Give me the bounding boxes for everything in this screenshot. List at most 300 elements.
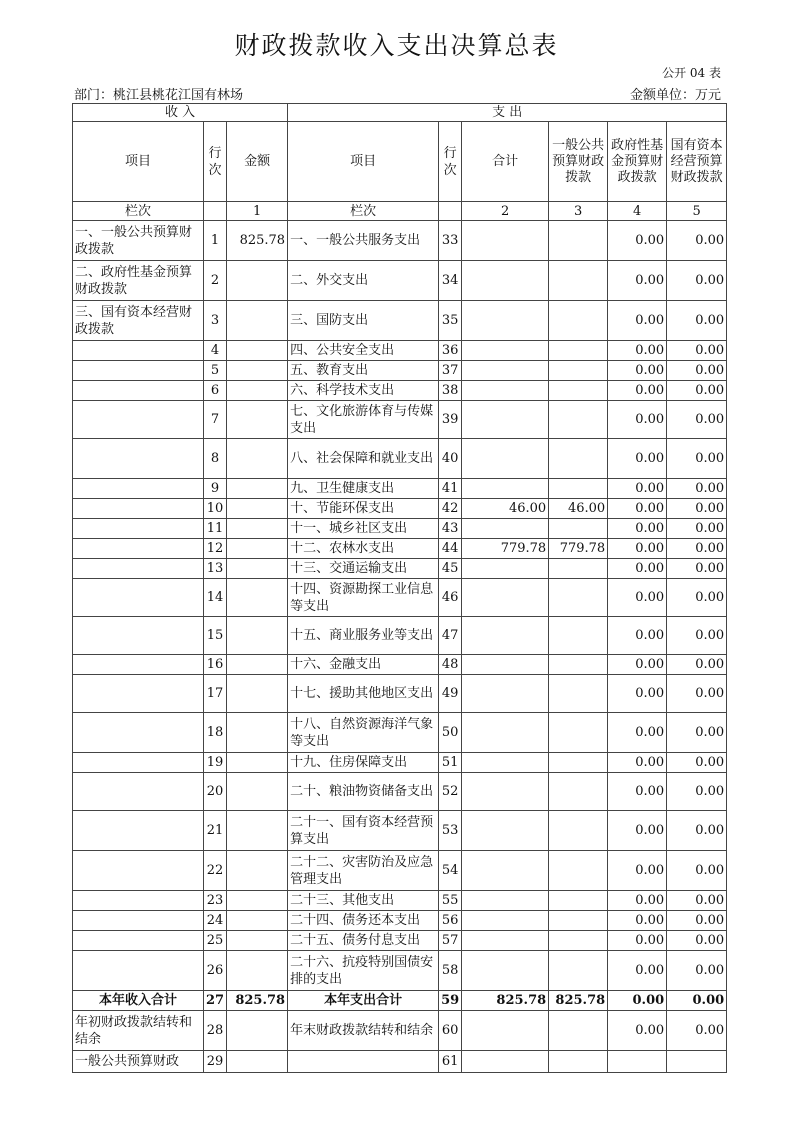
fund-budget-header: 政府性基金预算财政拨款 [608, 122, 667, 202]
expense-row-no: 35 [439, 301, 462, 341]
income-row-no: 14 [204, 579, 227, 617]
expense-row-no: 57 [439, 931, 462, 951]
income-item: 本年收入合计 [73, 991, 204, 1011]
expense-item: 一、一般公共服务支出 [288, 221, 439, 261]
col-number: 3 [549, 202, 608, 221]
state-amount: 0.00 [667, 341, 727, 361]
income-row-no: 16 [204, 655, 227, 675]
total-amount [462, 301, 549, 341]
general-amount [549, 301, 608, 341]
fund-amount: 0.00 [608, 891, 667, 911]
col-label: 栏次 [288, 202, 439, 221]
income-row-no: 5 [204, 361, 227, 381]
income-amount [227, 773, 288, 811]
state-amount: 0.00 [667, 539, 727, 559]
income-item [73, 655, 204, 675]
fund-amount: 0.00 [608, 519, 667, 539]
total-amount [462, 1051, 549, 1073]
budget-table [72, 103, 727, 1073]
income-item [73, 401, 204, 439]
expense-row-no: 60 [439, 1011, 462, 1051]
income-row-no: 9 [204, 479, 227, 499]
income-item [73, 773, 204, 811]
expense-item: 十四、资源勘探工业信息等支出 [288, 579, 439, 617]
fund-amount: 0.00 [608, 655, 667, 675]
fund-amount: 0.00 [608, 753, 667, 773]
general-amount: 825.78 [549, 991, 608, 1011]
income-item [73, 713, 204, 753]
total-row [73, 991, 727, 1011]
general-amount [549, 655, 608, 675]
fund-amount: 0.00 [608, 401, 667, 439]
expense-row-no: 33 [439, 221, 462, 261]
page-title: 财政拨款收入支出决算总表 [234, 31, 559, 60]
fund-amount: 0.00 [608, 675, 667, 713]
expense-row-no: 41 [439, 479, 462, 499]
income-amount [227, 381, 288, 401]
income-item [73, 539, 204, 559]
income-amount [227, 519, 288, 539]
expense-item: 三、国防支出 [288, 301, 439, 341]
expense-row-no: 58 [439, 951, 462, 991]
income-row-no: 29 [204, 1051, 227, 1073]
table-row [73, 811, 727, 851]
expense-row-no: 47 [439, 617, 462, 655]
state-amount: 0.00 [667, 261, 727, 301]
fund-amount: 0.00 [608, 479, 667, 499]
table-row [73, 675, 727, 713]
expense-item: 五、教育支出 [288, 361, 439, 381]
income-amount [227, 617, 288, 655]
general-amount [549, 381, 608, 401]
state-amount: 0.00 [667, 851, 727, 891]
income-row-no: 8 [204, 439, 227, 479]
income-amount [227, 301, 288, 341]
state-amount: 0.00 [667, 301, 727, 341]
expense-row-no: 37 [439, 361, 462, 381]
total-amount [462, 579, 549, 617]
income-amount [227, 401, 288, 439]
table-row [73, 261, 727, 301]
income-row-no: 13 [204, 559, 227, 579]
expense-row-no: 34 [439, 261, 462, 301]
income-row-no: 24 [204, 911, 227, 931]
income-amount [227, 675, 288, 713]
general-amount [549, 617, 608, 655]
table-row [73, 579, 727, 617]
fund-amount: 0.00 [608, 1011, 667, 1051]
expense-item: 二十六、抗疫特别国债安排的支出 [288, 951, 439, 991]
fund-amount: 0.00 [608, 911, 667, 931]
expense-item: 十九、住房保障支出 [288, 753, 439, 773]
expense-item: 二十一、国有资本经营预算支出 [288, 811, 439, 851]
expense-item: 二十四、债务还本支出 [288, 911, 439, 931]
income-item [73, 381, 204, 401]
expense-row-no: 48 [439, 655, 462, 675]
income-item [73, 811, 204, 851]
income-item [73, 891, 204, 911]
income-row-no: 20 [204, 773, 227, 811]
general-amount [549, 1051, 608, 1073]
expense-row-no: 36 [439, 341, 462, 361]
general-amount: 46.00 [549, 499, 608, 519]
general-amount [549, 439, 608, 479]
income-item [73, 341, 204, 361]
income-item [73, 519, 204, 539]
fund-amount: 0.00 [608, 559, 667, 579]
table-row [73, 851, 727, 891]
income-item [73, 951, 204, 991]
expense-row-no: 52 [439, 773, 462, 811]
form-code: 公开 04 表 [662, 66, 721, 80]
income-row-no: 11 [204, 519, 227, 539]
expense-row-no: 56 [439, 911, 462, 931]
table-row [73, 381, 727, 401]
fund-amount: 0.00 [608, 991, 667, 1011]
general-amount [549, 361, 608, 381]
income-amount [227, 951, 288, 991]
expense-row-no: 59 [439, 991, 462, 1011]
income-row-no: 1 [204, 221, 227, 261]
table-row [73, 499, 727, 519]
table-row [73, 931, 727, 951]
col-number: 4 [608, 202, 667, 221]
fund-amount: 0.00 [608, 439, 667, 479]
col-label: 栏次 [73, 202, 204, 221]
fund-amount: 0.00 [608, 301, 667, 341]
fund-amount: 0.00 [608, 261, 667, 301]
general-amount [549, 753, 608, 773]
fund-amount: 0.00 [608, 851, 667, 891]
expense-item: 十五、商业服务业等支出 [288, 617, 439, 655]
expense-item: 十、节能环保支出 [288, 499, 439, 519]
state-amount: 0.00 [667, 655, 727, 675]
income-item: 二、政府性基金预算财政拨款 [73, 261, 204, 301]
empty-cell [439, 202, 462, 221]
expense-item: 四、公共安全支出 [288, 341, 439, 361]
total-amount [462, 713, 549, 753]
income-amount: 825.78 [227, 221, 288, 261]
income-item [73, 579, 204, 617]
fund-amount: 0.00 [608, 341, 667, 361]
income-item [73, 439, 204, 479]
income-item [73, 931, 204, 951]
general-amount [549, 261, 608, 301]
fund-amount: 0.00 [608, 713, 667, 753]
expense-row-no: 38 [439, 381, 462, 401]
table-row [73, 617, 727, 655]
income-row-no: 26 [204, 951, 227, 991]
income-item [73, 851, 204, 891]
total-header: 合计 [462, 122, 549, 202]
income-item [73, 617, 204, 655]
general-amount [549, 479, 608, 499]
income-amount [227, 753, 288, 773]
expense-item: 九、卫生健康支出 [288, 479, 439, 499]
expense-item-header: 项目 [288, 122, 439, 202]
expense-item: 年末财政拨款结转和结余 [288, 1011, 439, 1051]
table-row [73, 713, 727, 753]
col-number: 1 [227, 202, 288, 221]
income-amount [227, 891, 288, 911]
state-amount: 0.00 [667, 931, 727, 951]
expense-row-no: 39 [439, 401, 462, 439]
expense-row-no: 45 [439, 559, 462, 579]
expense-item: 二十五、债务付息支出 [288, 931, 439, 951]
income-amount [227, 1051, 288, 1073]
state-amount [667, 1051, 727, 1073]
fund-amount: 0.00 [608, 773, 667, 811]
income-row-no: 28 [204, 1011, 227, 1051]
expense-item: 十三、交通运输支出 [288, 559, 439, 579]
income-amount: 825.78 [227, 991, 288, 1011]
state-amount: 0.00 [667, 439, 727, 479]
empty-cell [204, 202, 227, 221]
expense-item: 本年支出合计 [288, 991, 439, 1011]
expense-item: 十一、城乡社区支出 [288, 519, 439, 539]
expense-row-no: 43 [439, 519, 462, 539]
income-row-no: 18 [204, 713, 227, 753]
total-amount [462, 655, 549, 675]
income-row-no: 7 [204, 401, 227, 439]
state-amount: 0.00 [667, 579, 727, 617]
state-amount: 0.00 [667, 991, 727, 1011]
state-capital-header: 国有资本经营预算财政拨款 [667, 122, 727, 202]
expense-row-no: 53 [439, 811, 462, 851]
income-item [73, 559, 204, 579]
general-amount [549, 1011, 608, 1051]
expense-item: 十二、农林水支出 [288, 539, 439, 559]
total-amount [462, 931, 549, 951]
state-amount: 0.00 [667, 773, 727, 811]
income-amount [227, 579, 288, 617]
expense-row-no: 46 [439, 579, 462, 617]
expense-row-no-header: 行次 [439, 122, 462, 202]
income-row-no: 3 [204, 301, 227, 341]
table-row [73, 911, 727, 931]
income-amount [227, 361, 288, 381]
department-label: 部门：桃江县桃花江国有林场 [74, 88, 244, 103]
table-row [73, 891, 727, 911]
total-amount [462, 811, 549, 851]
state-amount: 0.00 [667, 617, 727, 655]
expense-row-no: 49 [439, 675, 462, 713]
col-number: 2 [462, 202, 549, 221]
state-amount: 0.00 [667, 221, 727, 261]
general-amount [549, 341, 608, 361]
expense-item: 二、外交支出 [288, 261, 439, 301]
col-number: 5 [667, 202, 727, 221]
table-row [73, 221, 727, 261]
expense-item: 十七、援助其他地区支出 [288, 675, 439, 713]
total-amount [462, 479, 549, 499]
income-amount [227, 811, 288, 851]
state-amount: 0.00 [667, 559, 727, 579]
income-row-no: 27 [204, 991, 227, 1011]
table-row [73, 559, 727, 579]
fund-amount: 0.00 [608, 931, 667, 951]
general-amount [549, 911, 608, 931]
income-row-no: 19 [204, 753, 227, 773]
general-budget-header: 一般公共预算财政拨款 [549, 122, 608, 202]
table-row [73, 753, 727, 773]
state-amount: 0.00 [667, 891, 727, 911]
total-amount [462, 911, 549, 931]
income-row-no: 15 [204, 617, 227, 655]
state-amount: 0.00 [667, 519, 727, 539]
income-header: 收 入 [73, 104, 288, 122]
table-row [73, 539, 727, 559]
expense-row-no: 61 [439, 1051, 462, 1073]
income-row-no: 4 [204, 341, 227, 361]
expense-item [288, 1051, 439, 1073]
total-amount: 825.78 [462, 991, 549, 1011]
expense-row-no: 40 [439, 439, 462, 479]
income-row-no: 17 [204, 675, 227, 713]
fund-amount: 0.00 [608, 579, 667, 617]
income-amount [227, 559, 288, 579]
total-amount [462, 439, 549, 479]
state-amount: 0.00 [667, 753, 727, 773]
income-amount [227, 655, 288, 675]
total-amount [462, 675, 549, 713]
expense-item: 二十二、灾害防治及应急管理支出 [288, 851, 439, 891]
total-amount [462, 851, 549, 891]
income-amount [227, 341, 288, 361]
state-amount: 0.00 [667, 361, 727, 381]
total-amount [462, 891, 549, 911]
fund-amount: 0.00 [608, 811, 667, 851]
total-amount [462, 951, 549, 991]
general-amount [549, 811, 608, 851]
income-row-no: 6 [204, 381, 227, 401]
table-row [73, 655, 727, 675]
total-amount [462, 753, 549, 773]
income-amount-header: 金额 [227, 122, 288, 202]
general-amount [549, 519, 608, 539]
expense-item: 六、科学技术支出 [288, 381, 439, 401]
state-amount: 0.00 [667, 675, 727, 713]
state-amount: 0.00 [667, 951, 727, 991]
total-amount [462, 1011, 549, 1051]
expense-row-no: 44 [439, 539, 462, 559]
income-amount [227, 851, 288, 891]
general-amount: 779.78 [549, 539, 608, 559]
fund-amount: 0.00 [608, 221, 667, 261]
income-item [73, 675, 204, 713]
fund-amount: 0.00 [608, 361, 667, 381]
income-item: 一、一般公共预算财政拨款 [73, 221, 204, 261]
table-row [73, 301, 727, 341]
income-item: 三、国有资本经营财政拨款 [73, 301, 204, 341]
total-amount [462, 261, 549, 301]
income-amount [227, 1011, 288, 1051]
expense-item: 七、文化旅游体育与传媒支出 [288, 401, 439, 439]
general-amount [549, 891, 608, 911]
fund-amount: 0.00 [608, 539, 667, 559]
income-row-no: 10 [204, 499, 227, 519]
income-row-no: 12 [204, 539, 227, 559]
income-amount [227, 911, 288, 931]
table-row [73, 361, 727, 381]
income-item-header: 项目 [73, 122, 204, 202]
income-amount [227, 931, 288, 951]
income-row-no: 25 [204, 931, 227, 951]
income-amount [227, 261, 288, 301]
income-item [73, 911, 204, 931]
expense-item: 十六、金融支出 [288, 655, 439, 675]
fund-amount: 0.00 [608, 617, 667, 655]
total-amount [462, 381, 549, 401]
expense-row-no: 55 [439, 891, 462, 911]
table-row [73, 951, 727, 991]
expense-row-no: 42 [439, 499, 462, 519]
total-amount [462, 559, 549, 579]
expense-header: 支 出 [288, 104, 727, 122]
general-amount [549, 773, 608, 811]
income-amount [227, 713, 288, 753]
expense-item: 二十三、其他支出 [288, 891, 439, 911]
income-row-no-header: 行次 [204, 122, 227, 202]
fund-amount: 0.00 [608, 499, 667, 519]
state-amount: 0.00 [667, 381, 727, 401]
total-amount [462, 519, 549, 539]
income-amount [227, 479, 288, 499]
total-amount [462, 341, 549, 361]
expense-item: 十八、自然资源海洋气象等支出 [288, 713, 439, 753]
table-row [73, 1011, 727, 1051]
general-amount [549, 675, 608, 713]
general-amount [549, 579, 608, 617]
total-amount [462, 773, 549, 811]
general-amount [549, 221, 608, 261]
state-amount: 0.00 [667, 499, 727, 519]
table-row [73, 341, 727, 361]
expense-item: 二十、粮油物资储备支出 [288, 773, 439, 811]
total-amount [462, 221, 549, 261]
fund-amount [608, 1051, 667, 1073]
income-item [73, 499, 204, 519]
table-row [73, 439, 727, 479]
income-row-no: 21 [204, 811, 227, 851]
state-amount: 0.00 [667, 479, 727, 499]
state-amount: 0.00 [667, 811, 727, 851]
income-row-no: 22 [204, 851, 227, 891]
expense-row-no: 51 [439, 753, 462, 773]
general-amount [549, 951, 608, 991]
state-amount: 0.00 [667, 1011, 727, 1051]
total-amount: 46.00 [462, 499, 549, 519]
general-amount [549, 931, 608, 951]
income-row-no: 23 [204, 891, 227, 911]
state-amount: 0.00 [667, 401, 727, 439]
general-amount [549, 401, 608, 439]
income-item [73, 479, 204, 499]
income-item: 一般公共预算财政 [73, 1051, 204, 1073]
unit-label: 金额单位：万元 [629, 88, 721, 103]
table-row [73, 479, 727, 499]
state-amount: 0.00 [667, 911, 727, 931]
table-row [73, 1051, 727, 1073]
general-amount [549, 851, 608, 891]
income-item [73, 361, 204, 381]
fund-amount: 0.00 [608, 381, 667, 401]
expense-row-no: 50 [439, 713, 462, 753]
table-row [73, 401, 727, 439]
income-amount [227, 539, 288, 559]
total-amount [462, 401, 549, 439]
table-row [73, 519, 727, 539]
